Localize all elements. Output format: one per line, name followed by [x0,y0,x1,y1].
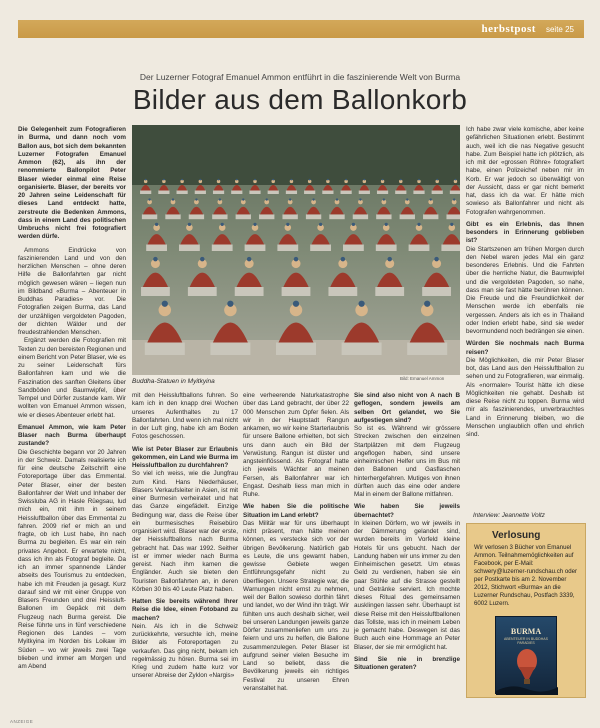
interview-answer: Das Militär war für uns überhaupt nicht präsent, man hätte meinen können, es verstecke sich vor der übrigen Bevölkerung. Natürlich gab es Leute, die uns gewarnt haben, gewisse Gebiete wegen Entführungsgefahr nicht zu überfliegen. Unsere Strategie war, die Warnungen nicht ernst zu nehmen, weil der Ballon sowieso dorthin fährt und landet, wo der Wind ihn trägt. Wir fühlten uns auch deshalb sicher, weil bei unseren Landungen jeweils ganze Dörfer zusammenliefen um uns zu feiern und uns zu helfen, die Ballone zusammenzulegen. Peter Blaser ist aufgrund seiner vielen Besuche im Land so beliebt, dass die Bevölkerung jeweils ein richtiges Festival zu unseren Ehren veranstaltet hat. [243,519,349,692]
kicker: Der Luzerner Fotograf Emanuel Ammon entführt in die faszinierende Welt von Burma [139,72,461,82]
interview-question: Sie sind also nicht von A nach B geflogen, sondern jeweils am selben Ort gelandet, wo Sie aufgestiegen sind? [354,392,460,424]
section-header-bar [18,20,584,38]
body-paragraph: eine verheerende Naturkatastrophe über das Land gebracht, der über 22 000 Menschen zum Opfer fielen. Als wir in der Hauptstadt Rangun ankamen, wo wir keine Starterlaubnis für unsere Ballone erhielten, bot sich uns dann auch ein Bild der Verwüstung. Rangun ist düster und angsteinflössend. Als Fotograf hatte ich jeweils Wächter an meinen Fersen, als Ballonfahrer war ich Engast. Deshalb liess man mich in Ruhe. [243,392,349,498]
buddha-statues-photo [132,125,460,375]
interview-question: Wie haben Sie jeweils übernachtet? [354,503,460,519]
headline: Bilder aus dem Ballonkorb [132,84,468,115]
book-cover-subtitle: ABENTEUER IN BUDDHAS PARADIES [504,637,548,645]
article-column-3 [243,392,349,693]
interview-answer: Nein. Als ich in die Schweiz zurückkehrte, versuchte ich, meine Bilder als Fotoreportagen zu verkaufen. Das ging nicht, bekam ich regelmässig zu hören. Burma sei im Krieg und zudem hatte kurz vor unserer Abreise der Zyklon «Nargis» [132,622,238,680]
interview-answer: Die Möglichkeiten, die mir Peter Blaser bot, das Land aus den Heissluftballon zu sehen und zu Fotografieren, war einmalig. Als «normaler» Tourist hätte ich diese Möglichkeiten nie gehabt. Deshalb ist diese Reise nicht zu toppen. Burma wird mir als faszinierendes, unverbrauchtes Land in Erinnerung bleiben, wo die Menschen unglaublich offen und ehrlich sind. [466,356,584,438]
article-column-1 [18,126,126,671]
body-paragraph: mit den Heissluftballons fuhren. So kam ich in den knapp drei Wochen unseres Aufenthaltes zu 17 Ballonfahrten. Und wenn ich mal nicht in der Luft ging, habe ich am Boden Fotos geschossen. [132,392,238,441]
photo-illustration [132,125,460,375]
page-number: seite 25 [545,24,574,34]
interview-question: Wie ist Peter Blaser zur Erlaubnis gekommen, ein Land wie Burma im Heissluftballon zu durchfahren? [132,445,238,469]
interview-question: Wie haben Sie die politische Situation im Land erlebt? [243,503,349,519]
article-column-2 [132,392,238,681]
section-label: herbstpost [481,23,536,35]
interview-question: Sind Sie nie in brenzlige Situationen geraten? [354,655,460,671]
interview-question: Emanuel Ammon, wie kam Peter Blaser nach Burma überhaupt zustande? [18,423,126,448]
balloon-icon [496,645,558,695]
interview-question: Hatten Sie bereits während Ihrer Reise die Idee, einen Fotoband zu machen? [132,598,238,622]
interview-answer: Ich habe zwar viele komische, aber keine gefährlichen Situationen erlebt. Bestimmt auch, weil ich die nas Negative gesucht habe. Zum Beispiel hatte ich plötzlich, als ich mit der «grossen Röhre» fotografiert habe, einen Polizeichef neben mir im Korb. Er war jedoch so überwältigt von der Aussicht, dass er gar nicht bemerkt hat, dass ich da war. Er hätte mich sowieso als Ballonfahrer und nicht als Fotografen wahrgenommen. [466,126,584,216]
interview-question: Gibt es ein Erlebnis, das Ihnen besonders in Erinnerung geblieben ist? [466,220,584,245]
interview-answer: So ist es. Während wir grössere Strecken zwischen den einzelnen Startplätzen mit dem Flugzeug angeflogen haben, sind unsere einheimischen Helfer uns im Bus mit den Ballonen und Gasflaschen hinterhergefahren. Mutiges von ihnen dürften auch das eine oder andere Mal in einem der Ballone mitfahren. [354,425,460,498]
article-column-5 [466,126,584,439]
photo-caption: Buddha-Statuen in Myitkyina [132,378,215,385]
body-paragraph: Ammons Eindrücke von faszinierenden Land und von den herzlichen Menschen – ohne deren Hilfe die Ballonfahrten gar nicht möglich gewesen wären – liegen nun im Bildband «Burma – Abenteuer in Buddhas Paradies» vor. Die Fotografien zeigen Burma, das Land der unzähligen vergoldeten Pagoden, der dichten Wälder und der freudestrahlenden Menschen. [18,246,126,336]
book-cover-title: BURMA [510,627,542,636]
interview-answer: Die Startszenen am frühen Morgen durch den Nebel waren jedes Mal ein ganz besonderes Erlebnis. Und die Fahrten über die herrliche Natur, die Baumwipfel und die vergoldeten Pagoden, so nahe, dass man sie fast hätte berühren können. Die Freude und die Freundlichkeit der Menschen werde ich ebenfalls nie vergessen. Anders als ich es in Thailand oder Indien erlebt habe, sind sie weder bevormundend noch bedrängen sie einen. [466,245,584,335]
interview-answer: Die Geschichte begann vor 20 Jahren in der Schweiz. Damals realisierte ich für eine deutsche Zeitschrift eine Fotoreportage über das Emmental. Peter Blaser, einer der besten Ballonfahrer der Welt und Inhaber der Swissluba AG in Hasle Rüegsau, lud mich ein, mit ihm in seinem Heissluftballon über das Emmental zu fahren. 2009 rief er mich an und fragte, ob ich Lust habe, ihn nach Burma zu begleiten. Es war ein rein privates Angebot. Er erwartete nicht, dass ich ihn als Fotograf begleite. Da ich an immer spannende Länder abseits des Tourismus zu entdecken, habe ich mit Freuden ja gesagt. Kurz darauf sind wir mit einer Gruppe von Blasers Freunden und drei Heissluft-Ballonen im Gepäck mit dem Flugzeug nach Burma gereist. Die Reise führte uns in fünf verschiedene Regionen des Landes – vom Myitkyina im Norden bis Loikaw im Süden – wo wir jeweils zwei Tage blieben und immer am Morgen und am Abend [18,448,126,670]
interview-question: Würden Sie nochmals nach Burma reisen? [466,340,584,356]
giveaway-box [466,523,586,698]
footer-left: ANZEIGE [10,719,34,724]
interview-answer: In kleinen Dörfern, wo wir jeweils in der Dämmerung gelandet sind, wurden bereits im Vorfeld kleine Hotels für uns gebucht. Nach der Landung haben wir uns immer zu den Einheimischen gesetzt. Um etwas Geld zu verdienen, haben sie ein paar Stühle auf die Strasse gestellt und Getränke serviert. Ich mochte dieses Ritual des gemeinsamen ausklingen lassen sehr. Überhaupt ist diese Reise mit den Heissluftballonen das Tollste, was ich in meinem Leben je gemacht habe. Deswegen ist das Buch auch eine Hommage an Peter Blaser, der sie mir ermöglicht hat. [354,519,460,651]
book-cover-image [495,616,557,694]
photo-credit: Bild: Emanuel Ammon [400,376,445,381]
interview-credit: Interview: Jeannette Voltz [473,512,545,519]
body-paragraph: Ergänzt werden die Fotografien mit Texten zu den bereisten Regionen und einem Bericht von Peter Blaser, wie es zu seiner Leidenschaft fürs Ballonfahren kam und wie die Faszination des sanften Gleitens über Sandböden und Baumwipfel, über Tempel und Dörfer zustande kam. Wir wollten von Emanuel Ammon wissen, wie er dieses Abenteuer erlebt hat. [18,337,126,419]
lead-paragraph: Die Gelegenheit zum Fotografieren in Burma, und dann noch vom Ballon aus, bot sich dem bekannten Luzerner Fotografen Emanuel Ammon (62), als ihn der renommierte Ballonpilot Peter Blaser wieder einmal eine Reise organisierte. Blaser, der bereits vor 20 Jahren seine Leidenschaft für dieses Land entdeckt hatte, zerstreute die Bedenken Ammons, dass in einem Land des politischen Umbruchs nicht frei fotografiert werden dürfe. [18,126,126,241]
giveaway-text: Wir verlosen 3 Bücher von Emanuel Ammon. Teilnahmemöglichkeiten auf Facebook, per E-Mail: schwery@luzerner-rundschau.ch oder per Postkarte bis am 2. November 2012, Stichwort «Burma» an die Luzerner Rundschau, Postfach 3339, 6002 Luzern. [474,544,578,607]
article-column-4 [354,392,460,672]
interview-answer: So viel ich weiss, wie die Jungfrau zum Kind. Hans Niederhäuser, Blasers Verkaufsleiter in Asien, ist mit einer Burmesin verheiratet und hat das Ganze eingefädelt. Einzige Bedingung war, dass die Reise über ein burmesisches Reisebüro organisiert wird. Blaser war der erste, der Heissluftballons nach Burma gebracht hat. Das war 1992. Seither ist er immer wieder nach Burma gereist. Nach ihm kamen die Engländer. Auch sie bieten den Touristen Ballonfahrten an, in deren Körben 30 bis 40 Leute Platz haben. [132,470,238,593]
giveaway-title: Verlosung [492,530,541,541]
